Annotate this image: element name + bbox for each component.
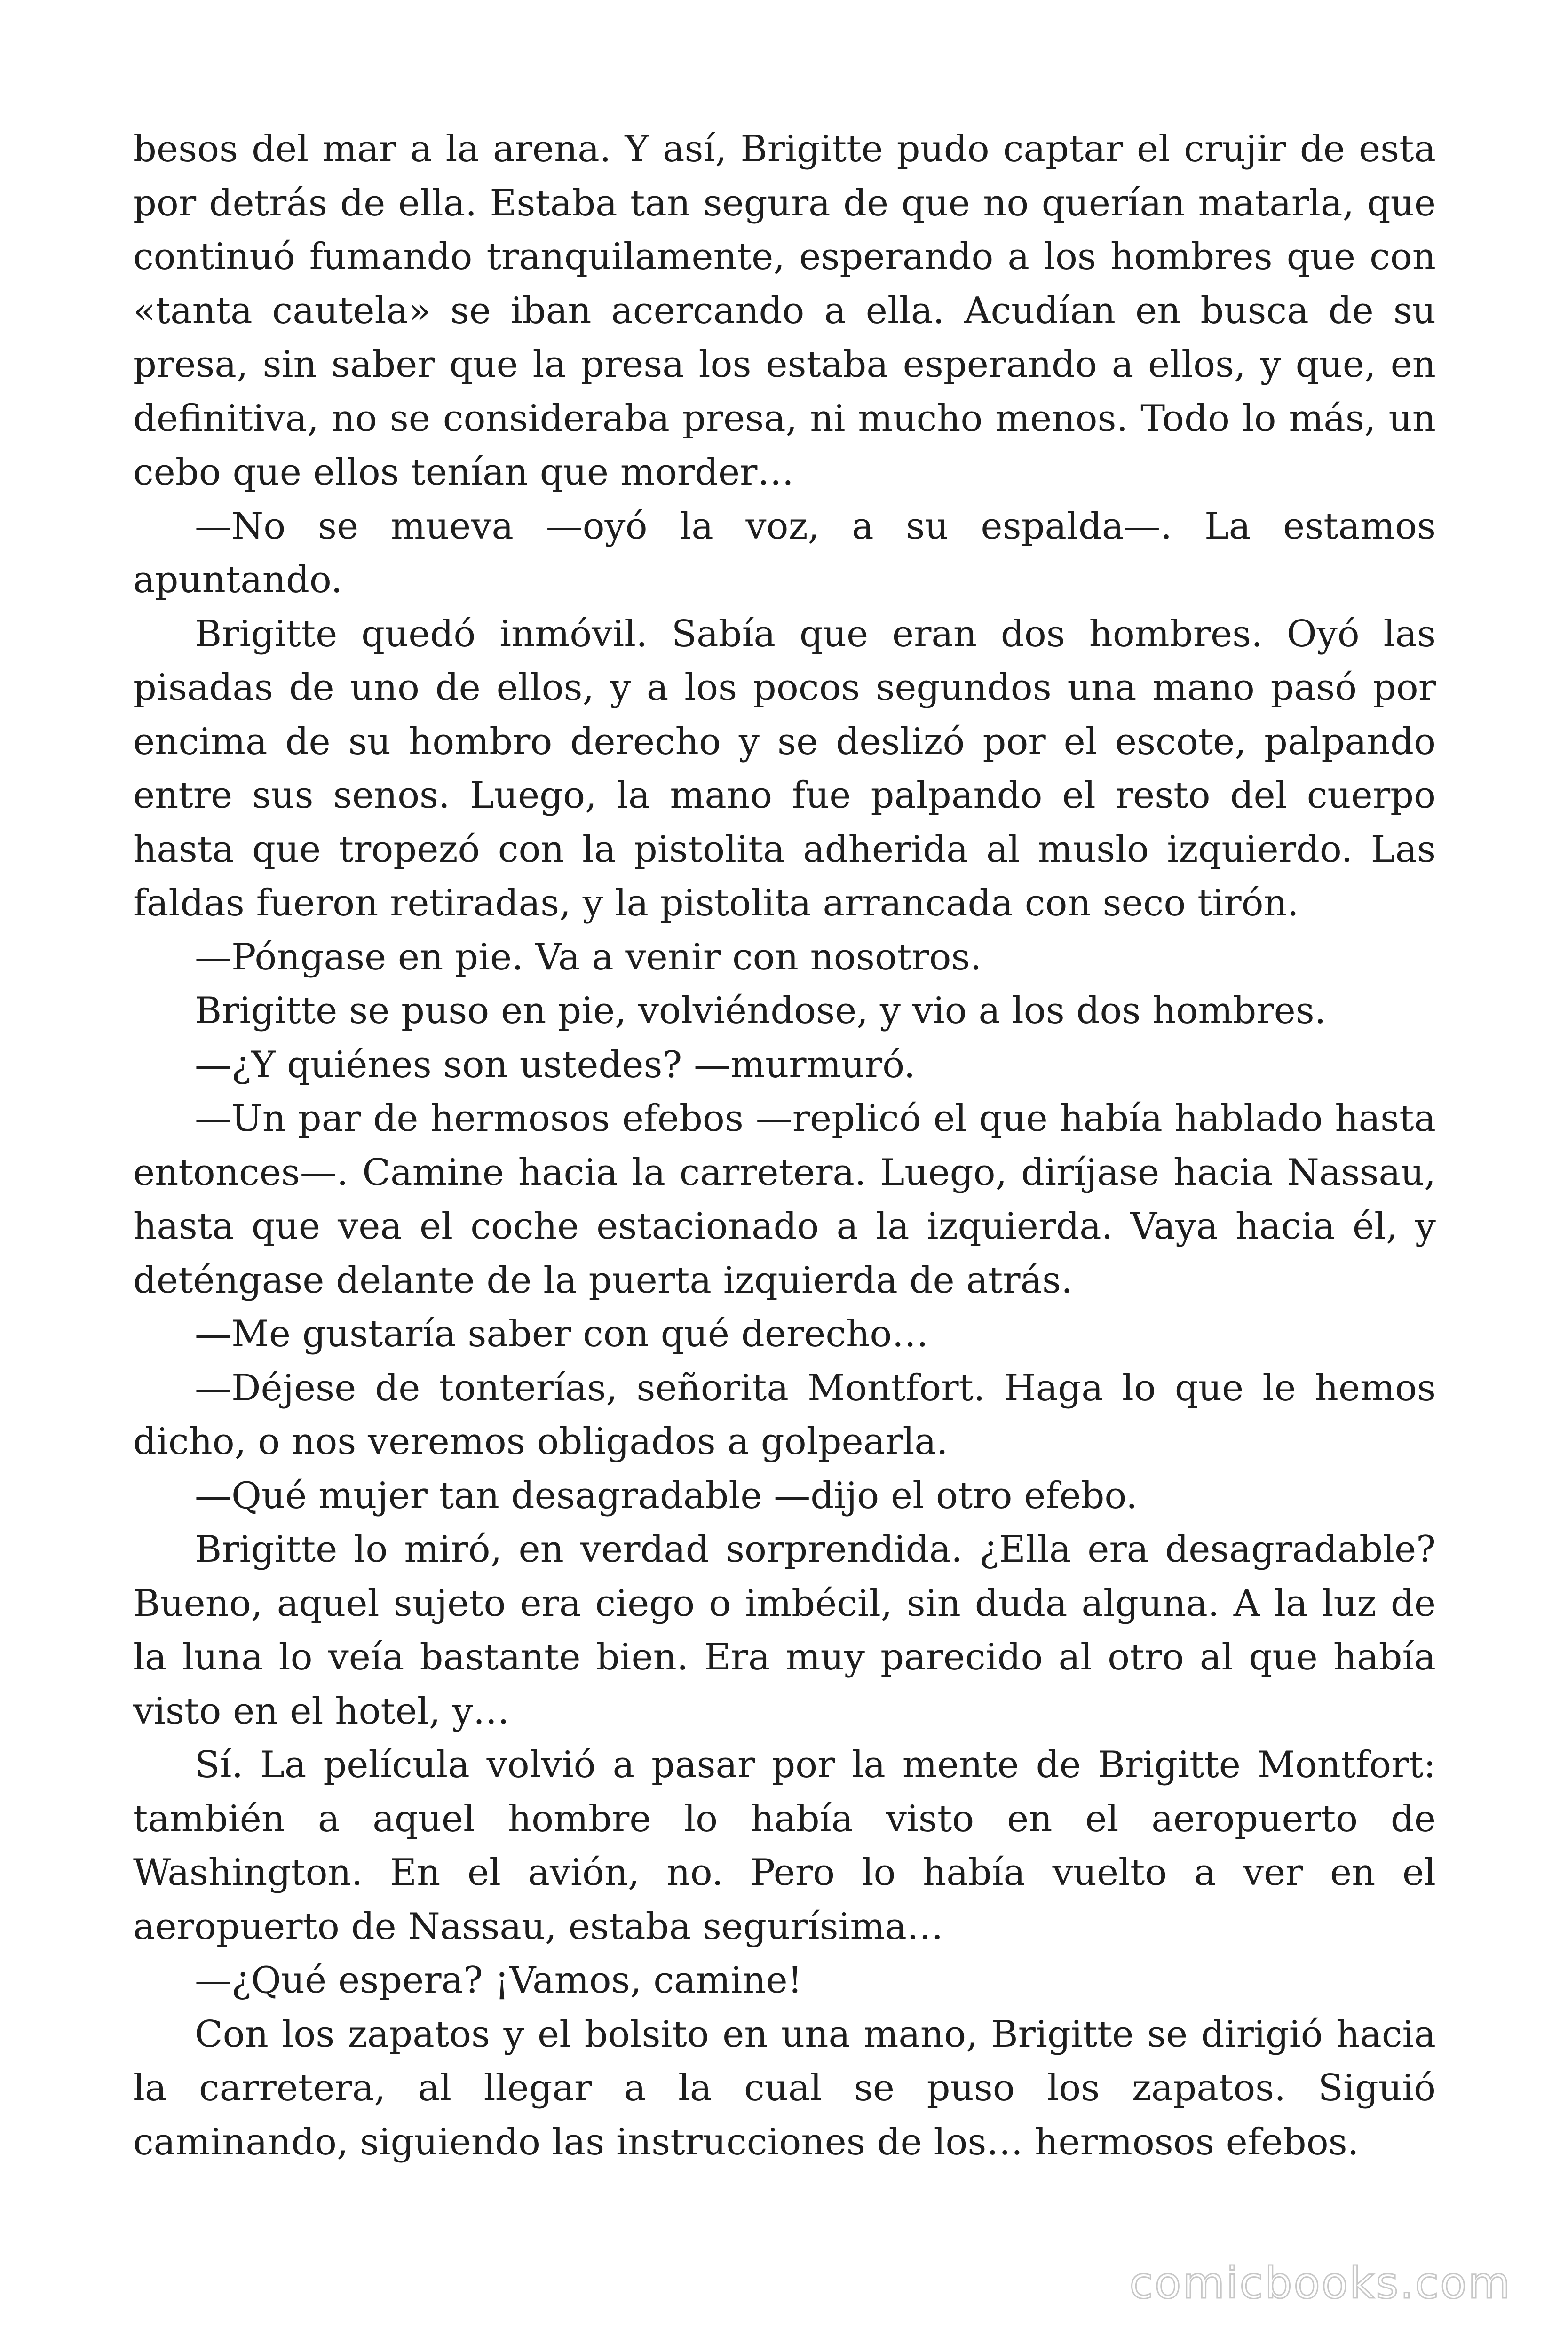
paragraph: Brigitte quedó inmóvil. Sabía que eran dos hombres. Oyó las pisadas de uno de ellos, y a los pocos segundos una mano pasó por encima de su hombro derecho y se deslizó por el escote, palpando entre sus senos. Luego, la mano fue palpando el resto del cuerpo hasta que tropezó con la pistolita adherida al muslo izquierdo. Las faldas fueron retiradas, y la pistolita arrancada con seco tirón. [133, 612, 1436, 924]
paragraph: —Déjese de tonterías, señorita Montfort. Haga lo que le hemos dicho, o nos veremos obligados a golpearla. [133, 1367, 1436, 1463]
paragraph: —Me gustaría saber con qué derecho… [195, 1313, 929, 1355]
watermark-logo: comicbooks.com [1129, 2258, 1512, 2308]
page-body-text [133, 122, 1436, 2169]
paragraph: —No se mueva —oyó la voz, a su espalda—. La estamos apuntando. [133, 505, 1436, 601]
paragraph: —Póngase en pie. Va a venir con nosotros. [195, 936, 982, 978]
paragraph: Brigitte se puso en pie, volviéndose, y vio a los dos hombres. [195, 990, 1326, 1032]
paragraph: —Qué mujer tan desagradable —dijo el otro efebo. [195, 1474, 1138, 1517]
paragraph: Sí. La película volvió a pasar por la mente de Brigitte Montfort: también a aquel hombre lo había visto en el aeropuerto de Washington. En el avión, no. Pero lo había vuelto a ver en el aeropuerto de Nassau, estaba segurísima… [133, 1744, 1436, 1948]
paragraph: besos del mar a la arena. Y así, Brigitte pudo captar el crujir de esta por detrás de ella. Estaba tan segura de que no querían matarla, que continuó fumando tranquilamente, esperando a los hombres que con «tanta cautela» se iban acercando a ella. Acudían en busca de su presa, sin saber que la presa los estaba esperando a ellos, y que, en definitiva, no se consideraba presa, ni mucho menos. Todo lo más, un cebo que ellos tenían que morder… [133, 128, 1436, 493]
paragraph: Brigitte lo miró, en verdad sorprendida. ¿Ella era desagradable? Bueno, aquel sujeto era ciego o imbécil, sin duda alguna. A la luz de la luna lo veía bastante bien. Era muy parecido al otro al que había visto en el hotel, y… [133, 1528, 1436, 1732]
paragraph: —¿Qué espera? ¡Vamos, camine! [195, 1959, 803, 2002]
paragraph: Con los zapatos y el bolsito en una mano, Brigitte se dirigió hacia la carretera, al llegar a la cual se puso los zapatos. Siguió caminando, siguiendo las instrucciones de los… hermosos efebos. [133, 2013, 1436, 2163]
paragraph: —Un par de hermosos efebos —replicó el que había hablado hasta entonces—. Camine hacia la carretera. Luego, diríjase hacia Nassau, hasta que vea el coche estacionado a la izquierda. Vaya hacia él, y deténgase delante de la puerta izquierda de atrás. [133, 1097, 1436, 1302]
paragraph: —¿Y quiénes son ustedes? —murmuró. [195, 1043, 916, 1086]
